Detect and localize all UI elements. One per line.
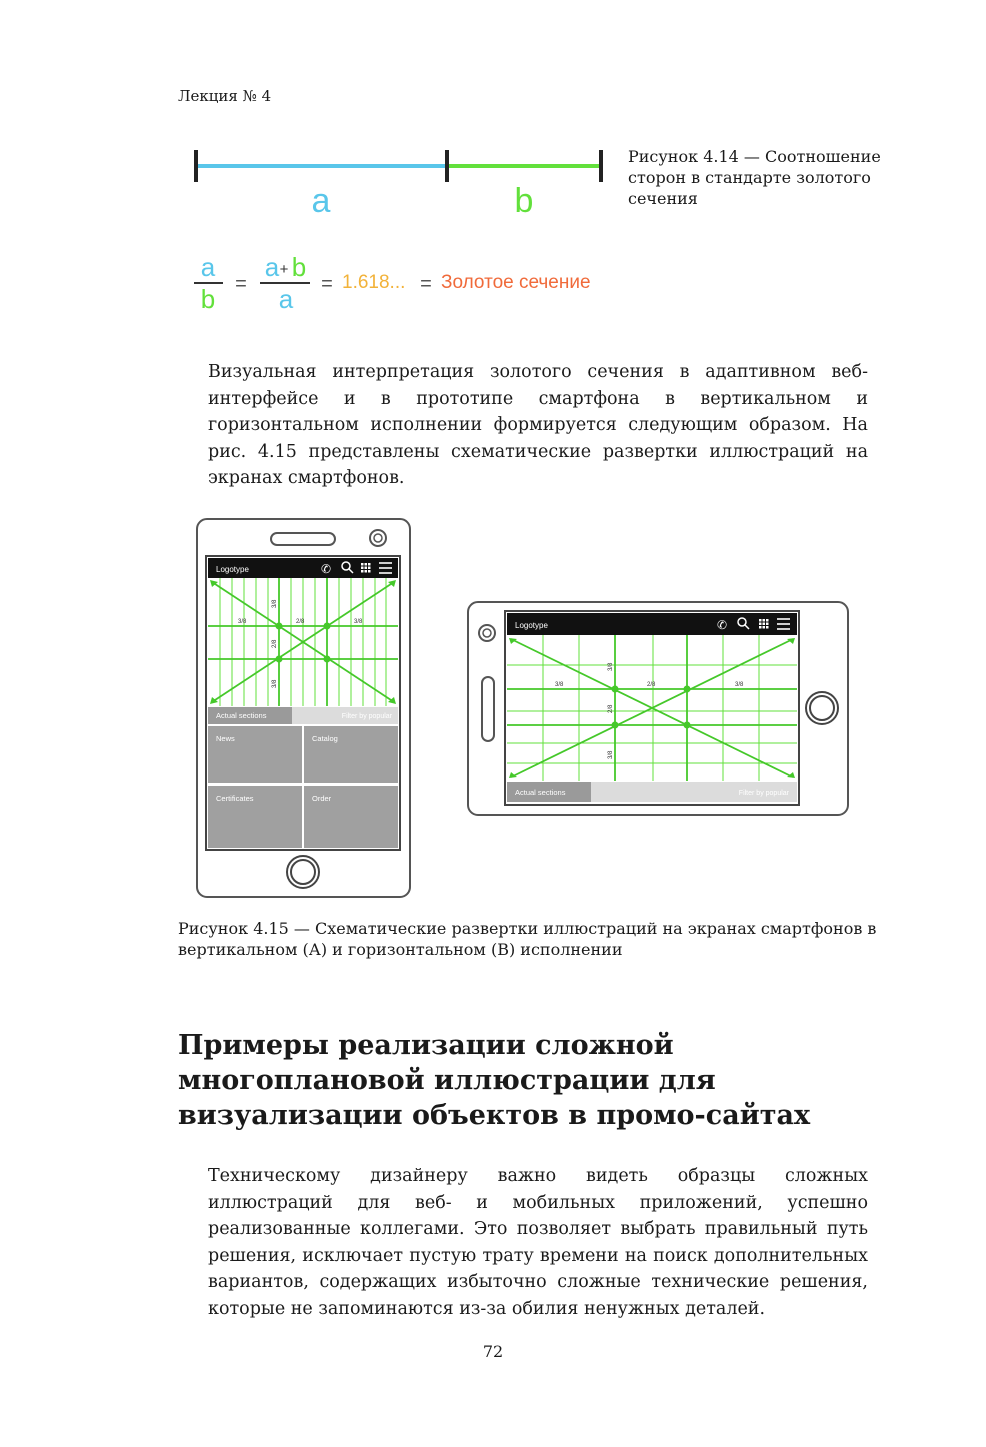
phone-call-icon: ✆: [321, 562, 332, 576]
ratio-top-label: 3/8: [608, 662, 614, 671]
page-number: 72: [482, 1342, 504, 1361]
logotype-label: Logotype: [515, 621, 548, 630]
golden-result: Золотое сечение: [441, 272, 591, 293]
app-header: [507, 613, 797, 635]
frac2-numerator-b: b: [291, 252, 307, 282]
segment-a-label: a: [311, 182, 331, 220]
section-heading: Примеры реализации сложной многоплановой иллюстрации для визуализации объектов в промо-сайтах: [178, 1030, 811, 1131]
frac2-plus: +: [279, 261, 289, 278]
ratio-right-label: 3/8: [735, 682, 744, 688]
logotype-label: Logotype: [216, 565, 249, 574]
svg-text:News: News: [216, 734, 235, 743]
svg-text:Filter by popular: Filter by popular: [738, 790, 789, 797]
segment-b-label: b: [514, 182, 534, 220]
frac2-denominator: a: [278, 284, 294, 314]
ratio-middle-label: 2/8: [647, 682, 656, 688]
vertical-phone: [196, 518, 412, 900]
svg-text:Actual sections: Actual sections: [216, 711, 267, 720]
golden-value: 1.618...: [342, 272, 406, 293]
ratio-bottom-label: 3/8: [608, 750, 614, 759]
grid-icon: [759, 619, 769, 629]
phone-call-icon: ✆: [717, 618, 728, 632]
svg-text:Filter by popular: Filter by popular: [341, 713, 392, 720]
paragraph-2-text: Техническому дизайнеру важно видеть образцы сложных иллюстраций для веб- и мобильных приложений, успешно реализованные коллегами. Это позволяет выбрать правильный путь решения, исключает пустую трату времени на поиск дополнительных вариантов, содержащих избыточно сложные технические решения, которые не запоминаются из-за обилия ненужных деталей.: [208, 1166, 868, 1319]
ratio-bottom-label: 3/8: [272, 679, 278, 688]
ratio-middle-label: 2/8: [296, 619, 305, 625]
equals-2: =: [321, 273, 333, 295]
paragraph-1-text: Визуальная интерпретация золотого сечения в адаптивном веб-интерфейсе и в прототипе смартфона в вертикальном и горизонтальном исполнении формируется следующим образом. На рис. 4.15 представлены схематические развертки иллюстраций на экранах смартфонов.: [208, 362, 868, 488]
svg-text:Catalog: Catalog: [312, 734, 338, 743]
speaker-icon: [482, 677, 494, 741]
paragraph-2: [178, 1163, 868, 1322]
figure-4-15-caption: Рисунок 4.15 — Схематические развертки иллюстраций на экранах смартфонов в вертикальном (А) и горизонтальном (В) исполнении: [178, 919, 877, 959]
horizontal-phone: [467, 601, 851, 819]
paragraph-1: [178, 359, 868, 492]
running-header: Лекция № 4: [178, 87, 272, 105]
ratio-top-label: 3/8: [272, 599, 278, 608]
frac2-numerator-a: a: [264, 252, 280, 282]
ratio-right-label: 3/8: [354, 619, 363, 625]
ratio-left-label: 3/8: [555, 682, 564, 688]
svg-text:Order: Order: [312, 794, 332, 803]
frac1-numerator: a: [200, 252, 216, 282]
svg-text:Certificates: Certificates: [216, 794, 254, 803]
golden-ratio-figure: [180, 140, 620, 330]
figure-4-14-caption: Рисунок 4.14 — Соотношение сторон в стандарте золотого сечения: [628, 147, 881, 208]
ratio-center-label: 2/8: [272, 639, 278, 648]
speaker-icon: [271, 533, 335, 545]
equals-3: =: [420, 273, 432, 295]
ratio-left-label: 3/8: [238, 619, 247, 625]
camera-icon: [479, 625, 495, 641]
frac1-denominator: b: [200, 284, 216, 314]
svg-text:Actual sections: Actual sections: [515, 788, 566, 797]
equals-1: =: [235, 273, 247, 295]
camera-icon: [370, 530, 386, 546]
grid-icon: [361, 563, 371, 573]
ratio-center-label: 2/8: [608, 704, 614, 713]
